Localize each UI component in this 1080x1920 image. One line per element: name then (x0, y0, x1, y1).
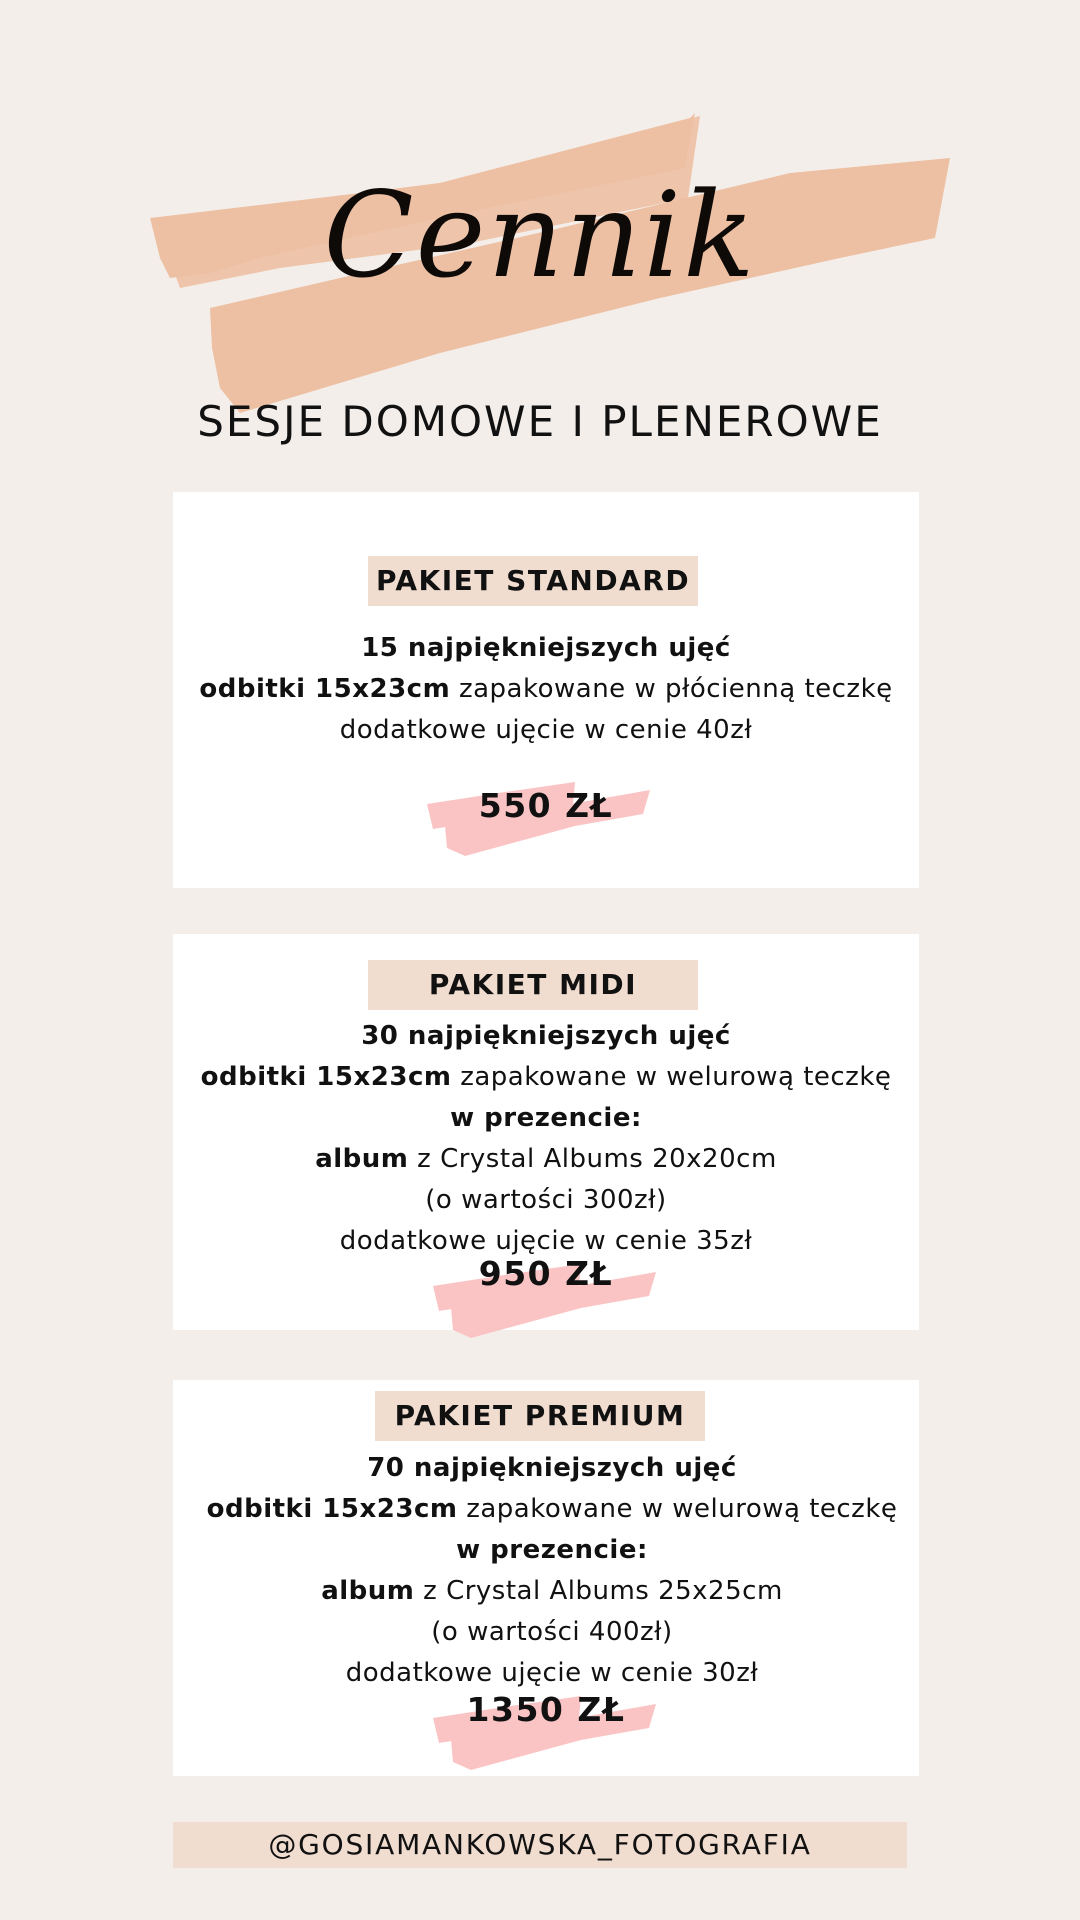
feature-line: dodatkowe ujęcie w cenie 30zł (345, 1658, 759, 1688)
package-card-standard (173, 492, 919, 888)
feature-line: 70 najpiękniejszych ujęć (367, 1453, 737, 1483)
package-features-standard (173, 628, 919, 751)
feature-line: album z Crystal Albums 20x20cm (315, 1144, 777, 1174)
price-block-premium (173, 1690, 919, 1786)
feature-line: w prezencie: (450, 1103, 642, 1133)
feature-line: odbitki 15x23cm zapakowane w płócienną teczkę (199, 674, 893, 704)
package-features-midi (173, 1016, 919, 1262)
feature-line: (o wartości 300zł) (425, 1185, 667, 1215)
price-midi: 950 ZŁ (478, 1254, 614, 1293)
feature-line: album z Crystal Albums 25x25cm (321, 1576, 783, 1606)
social-handle: @GOSIAMANKOWSKA_FOTOGRAFIA (173, 1822, 907, 1868)
price-premium: 1350 ZŁ (466, 1690, 626, 1729)
feature-line: w prezencie: (456, 1535, 648, 1565)
package-card-midi (173, 934, 919, 1330)
page-subtitle: SESJE DOMOWE I PLENEROWE (197, 397, 883, 446)
package-label-standard: PAKIET STANDARD (368, 556, 698, 606)
page-title-script: Cennik (323, 166, 757, 304)
price-standard: 550 ZŁ (478, 786, 614, 825)
package-card-premium (173, 1380, 919, 1776)
feature-line: dodatkowe ujęcie w cenie 40zł (339, 715, 753, 745)
feature-line: 30 najpiękniejszych ujęć (361, 1021, 731, 1051)
price-block-midi (173, 1254, 919, 1342)
price-block-standard (173, 774, 919, 854)
package-label-premium: PAKIET PREMIUM (375, 1391, 705, 1441)
feature-line: (o wartości 400zł) (431, 1617, 673, 1647)
package-features-premium (179, 1448, 925, 1694)
package-label-midi: PAKIET MIDI (368, 960, 698, 1010)
feature-line: odbitki 15x23cm zapakowane w welurową teczkę (200, 1062, 892, 1092)
feature-line: odbitki 15x23cm zapakowane w welurową teczkę (206, 1494, 898, 1524)
feature-line: dodatkowe ujęcie w cenie 35zł (339, 1226, 753, 1256)
feature-line: 15 najpiękniejszych ujęć (361, 633, 731, 663)
